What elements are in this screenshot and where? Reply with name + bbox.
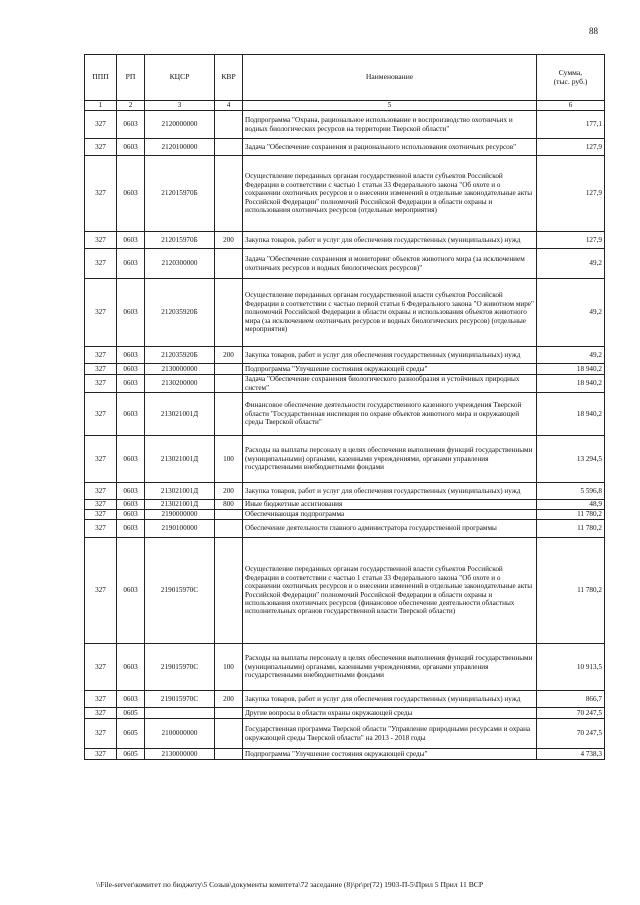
ppp-cell: 327 bbox=[85, 538, 117, 644]
ppp-cell: 327 bbox=[85, 375, 117, 393]
table-row bbox=[85, 708, 605, 719]
kvr-cell bbox=[215, 538, 243, 644]
kcsr-cell: 2190100000 bbox=[145, 520, 215, 538]
kvr-cell bbox=[215, 111, 243, 139]
name-cell: Государственная программа Тверской области "Управление природными ресурсами и охрана окружающей среды Тверской области" на 2013 - 2018 годы bbox=[243, 719, 537, 749]
table-row bbox=[85, 483, 605, 500]
sum-cell: 13 294,5 bbox=[537, 436, 605, 483]
kvr-cell bbox=[215, 279, 243, 347]
rp-cell: 0603 bbox=[117, 436, 145, 483]
sum-cell: 49,2 bbox=[537, 279, 605, 347]
kvr-cell bbox=[215, 510, 243, 520]
name-cell: Обеспечение деятельности главного администратора государственной программы bbox=[243, 520, 537, 538]
table-row bbox=[85, 139, 605, 156]
ppp-cell: 327 bbox=[85, 156, 117, 232]
kcsr-cell: 219015970С bbox=[145, 538, 215, 644]
kvr-cell: 200 bbox=[215, 483, 243, 500]
sum-cell: 127,9 bbox=[537, 139, 605, 156]
rp-cell: 0603 bbox=[117, 347, 145, 364]
rp-cell: 0603 bbox=[117, 520, 145, 538]
kcsr-cell: 219015970С bbox=[145, 644, 215, 691]
name-cell: Расходы на выплаты персоналу в целях обеспечения выполнения функций государственными (муниципальными) органами, казенными учреждениями, органами управления государственными внебюджетными фондами bbox=[243, 644, 537, 691]
kcsr-cell: 213021001Д bbox=[145, 436, 215, 483]
header-name: Наименование bbox=[243, 55, 537, 101]
sum-cell: 866,7 bbox=[537, 691, 605, 708]
sum-cell: 18 940,2 bbox=[537, 364, 605, 375]
ppp-cell: 327 bbox=[85, 111, 117, 139]
sum-cell: 177,1 bbox=[537, 111, 605, 139]
header-row bbox=[85, 55, 605, 101]
rp-cell: 0603 bbox=[117, 111, 145, 139]
table-row bbox=[85, 691, 605, 708]
table-row bbox=[85, 111, 605, 139]
kvr-cell: 200 bbox=[215, 691, 243, 708]
sum-cell: 49,2 bbox=[537, 249, 605, 279]
name-cell: Задача "Обеспечение сохранения и рационального использования охотничьих ресурсов" bbox=[243, 139, 537, 156]
kcsr-cell: 2190000000 bbox=[145, 510, 215, 520]
name-cell: Подпрограмма "Улучшение состояния окружающей среды" bbox=[243, 749, 537, 760]
table-row bbox=[85, 232, 605, 249]
kcsr-cell: 212035920Б bbox=[145, 347, 215, 364]
kcsr-cell: 2120100000 bbox=[145, 139, 215, 156]
table-row bbox=[85, 749, 605, 760]
name-cell: Иные бюджетные ассигнования bbox=[243, 500, 537, 510]
kvr-cell bbox=[215, 708, 243, 719]
sum-cell: 18 940,2 bbox=[537, 375, 605, 393]
kvr-cell: 200 bbox=[215, 347, 243, 364]
rp-cell: 0603 bbox=[117, 375, 145, 393]
kvr-cell bbox=[215, 156, 243, 232]
name-cell: Задача "Обеспечение сохранения и мониторинг объектов животного мира (за исключением охотничьих ресурсов и водных биологических ресурсов)" bbox=[243, 249, 537, 279]
kcsr-cell: 219015970С bbox=[145, 691, 215, 708]
sum-cell: 11 780,2 bbox=[537, 510, 605, 520]
rp-cell: 0603 bbox=[117, 364, 145, 375]
table-row bbox=[85, 644, 605, 691]
sum-cell: 10 913,5 bbox=[537, 644, 605, 691]
budget-table bbox=[84, 54, 605, 760]
column-index: 5 bbox=[243, 101, 537, 111]
ppp-cell: 327 bbox=[85, 347, 117, 364]
kcsr-cell: 213021001Д bbox=[145, 393, 215, 436]
name-cell: Расходы на выплаты персоналу в целях обеспечения выполнения функций государственными (муниципальными) органами, казенными учреждениями, органами управления государственными внебюджетными фондами bbox=[243, 436, 537, 483]
ppp-cell: 327 bbox=[85, 520, 117, 538]
rp-cell: 0603 bbox=[117, 644, 145, 691]
kvr-cell bbox=[215, 375, 243, 393]
kcsr-cell: 212035920Б bbox=[145, 279, 215, 347]
table-row bbox=[85, 538, 605, 644]
ppp-cell: 327 bbox=[85, 436, 117, 483]
kcsr-cell: 2130200000 bbox=[145, 375, 215, 393]
kvr-cell bbox=[215, 719, 243, 749]
rp-cell: 0603 bbox=[117, 500, 145, 510]
sum-cell: 49,2 bbox=[537, 347, 605, 364]
ppp-cell: 327 bbox=[85, 139, 117, 156]
ppp-cell: 327 bbox=[85, 249, 117, 279]
rp-cell: 0603 bbox=[117, 249, 145, 279]
table-row bbox=[85, 347, 605, 364]
ppp-cell: 327 bbox=[85, 232, 117, 249]
table-row bbox=[85, 375, 605, 393]
kvr-cell: 100 bbox=[215, 436, 243, 483]
header-kcsr: КЦСР bbox=[145, 55, 215, 101]
header-sum: Сумма, (тыс. руб.) bbox=[537, 55, 605, 101]
sum-cell: 18 940,2 bbox=[537, 393, 605, 436]
rp-cell: 0603 bbox=[117, 139, 145, 156]
name-cell: Финансовое обеспечение деятельности государственного казенного учреждения Тверской области "Государственная инспекция по охране объектов животного мира и окружающей среды Тверской области" bbox=[243, 393, 537, 436]
sum-cell: 70 247,5 bbox=[537, 708, 605, 719]
table-row bbox=[85, 364, 605, 375]
kcsr-cell bbox=[145, 708, 215, 719]
rp-cell: 0605 bbox=[117, 719, 145, 749]
kcsr-cell: 213021001Д bbox=[145, 500, 215, 510]
ppp-cell: 327 bbox=[85, 393, 117, 436]
name-cell: Закупка товаров, работ и услуг для обеспечения государственных (муниципальных) нужд bbox=[243, 347, 537, 364]
column-index: 6 bbox=[537, 101, 605, 111]
name-cell: Закупка товаров, работ и услуг для обеспечения государственных (муниципальных) нужд bbox=[243, 691, 537, 708]
ppp-cell: 327 bbox=[85, 708, 117, 719]
table-row bbox=[85, 279, 605, 347]
rp-cell: 0603 bbox=[117, 393, 145, 436]
ppp-cell: 327 bbox=[85, 510, 117, 520]
name-cell: Обеспечивающая подпрограмма bbox=[243, 510, 537, 520]
rp-cell: 0603 bbox=[117, 691, 145, 708]
column-index-row bbox=[85, 101, 605, 111]
page-number: 88 bbox=[589, 26, 598, 36]
name-cell: Осуществление переданных органам государственной власти субъектов Российской Федерации в соответствии с частью 1 статьи 33 Федерального закона "Об охоте и о сохранении охотничьих ресурсов и о внесении изменений в отдельные законодательные акты Российской Федерации" полномочий Российской Федерации в области охраны и использования охотничьих ресурсов (отдельные мероприятия) bbox=[243, 156, 537, 232]
name-cell: Подпрограмма "Охрана, рациональное использование и воспроизводство охотничьих и водных биологических ресурсов на территории Тверской области" bbox=[243, 111, 537, 139]
table-row bbox=[85, 520, 605, 538]
table-row bbox=[85, 719, 605, 749]
table-row bbox=[85, 510, 605, 520]
kcsr-cell: 2130000000 bbox=[145, 364, 215, 375]
kcsr-cell: 2120300000 bbox=[145, 249, 215, 279]
column-index: 3 bbox=[145, 101, 215, 111]
kcsr-cell: 212015970Б bbox=[145, 232, 215, 249]
kvr-cell bbox=[215, 249, 243, 279]
rp-cell: 0603 bbox=[117, 156, 145, 232]
column-index: 2 bbox=[117, 101, 145, 111]
name-cell: Закупка товаров, работ и услуг для обеспечения государственных (муниципальных) нужд bbox=[243, 232, 537, 249]
name-cell: Закупка товаров, работ и услуг для обеспечения государственных (муниципальных) нужд bbox=[243, 483, 537, 500]
name-cell: Осуществление переданных органам государственной власти субъектов Российской Федерации в соответствии с частью первой статьи 6 Федерального закона "О животном мире" полномочий Российской Федерации в области охраны и использования объектов животного мира (за исключением охотничьих ресурсов и водных биологических ресурсов) (отдельные мероприятия) bbox=[243, 279, 537, 347]
rp-cell: 0603 bbox=[117, 510, 145, 520]
kvr-cell: 800 bbox=[215, 500, 243, 510]
header-kvr: КВР bbox=[215, 55, 243, 101]
rp-cell: 0605 bbox=[117, 749, 145, 760]
rp-cell: 0603 bbox=[117, 279, 145, 347]
kvr-cell bbox=[215, 520, 243, 538]
rp-cell: 0603 bbox=[117, 483, 145, 500]
sum-cell: 11 780,2 bbox=[537, 538, 605, 644]
kvr-cell: 100 bbox=[215, 644, 243, 691]
sum-cell: 70 247,5 bbox=[537, 719, 605, 749]
header-ppp: ППП bbox=[85, 55, 117, 101]
kvr-cell bbox=[215, 749, 243, 760]
kvr-cell bbox=[215, 139, 243, 156]
rp-cell: 0605 bbox=[117, 708, 145, 719]
kcsr-cell: 2100000000 bbox=[145, 719, 215, 749]
ppp-cell: 327 bbox=[85, 691, 117, 708]
ppp-cell: 327 bbox=[85, 279, 117, 347]
sum-cell: 127,9 bbox=[537, 232, 605, 249]
sum-cell: 11 780,2 bbox=[537, 520, 605, 538]
ppp-cell: 327 bbox=[85, 719, 117, 749]
rp-cell: 0603 bbox=[117, 232, 145, 249]
table-row bbox=[85, 436, 605, 483]
sum-cell: 127,9 bbox=[537, 156, 605, 232]
file-path-footer: \\File-server\комитет по бюджету\5 Созыв\документы комитета\72 заседание (8)\pr\pr(72) 1903-П-5\Прил 5 Прил 11 ВСР bbox=[96, 880, 484, 889]
column-index: 1 bbox=[85, 101, 117, 111]
sum-cell: 4 738,3 bbox=[537, 749, 605, 760]
kvr-cell bbox=[215, 364, 243, 375]
table-row bbox=[85, 500, 605, 510]
kcsr-cell: 212015970Б bbox=[145, 156, 215, 232]
rp-cell: 0603 bbox=[117, 538, 145, 644]
name-cell: Задача "Обеспечение сохранения биологического разнообразия и устойчивых природных систем" bbox=[243, 375, 537, 393]
kvr-cell: 200 bbox=[215, 232, 243, 249]
sum-cell: 48,9 bbox=[537, 500, 605, 510]
kcsr-cell: 2120000000 bbox=[145, 111, 215, 139]
ppp-cell: 327 bbox=[85, 749, 117, 760]
sum-cell: 5 596,8 bbox=[537, 483, 605, 500]
ppp-cell: 327 bbox=[85, 644, 117, 691]
name-cell: Осуществление переданных органам государственной власти субъектов Российской Федерации в соответствии с частью 1 статьи 33 Федерального закона "Об охоте и о сохранении охотничьих ресурсов и о внесении изменений в отдельные законодательные акты Российской Федерации" полномочий Российской Федерации в области охраны и использования охотничьих ресурсов (финансовое обеспечение деятельности областных исполнительных органов государственной власти Тверской области) bbox=[243, 538, 537, 644]
kvr-cell bbox=[215, 393, 243, 436]
ppp-cell: 327 bbox=[85, 500, 117, 510]
kcsr-cell: 213021001Д bbox=[145, 483, 215, 500]
table-row bbox=[85, 156, 605, 232]
name-cell: Другие вопросы в области охраны окружающей среды bbox=[243, 708, 537, 719]
ppp-cell: 327 bbox=[85, 364, 117, 375]
column-index: 4 bbox=[215, 101, 243, 111]
kcsr-cell: 2130000000 bbox=[145, 749, 215, 760]
table-row bbox=[85, 249, 605, 279]
name-cell: Подпрограмма "Улучшение состояния окружающей среды" bbox=[243, 364, 537, 375]
header-rp: РП bbox=[117, 55, 145, 101]
table-row bbox=[85, 393, 605, 436]
ppp-cell: 327 bbox=[85, 483, 117, 500]
